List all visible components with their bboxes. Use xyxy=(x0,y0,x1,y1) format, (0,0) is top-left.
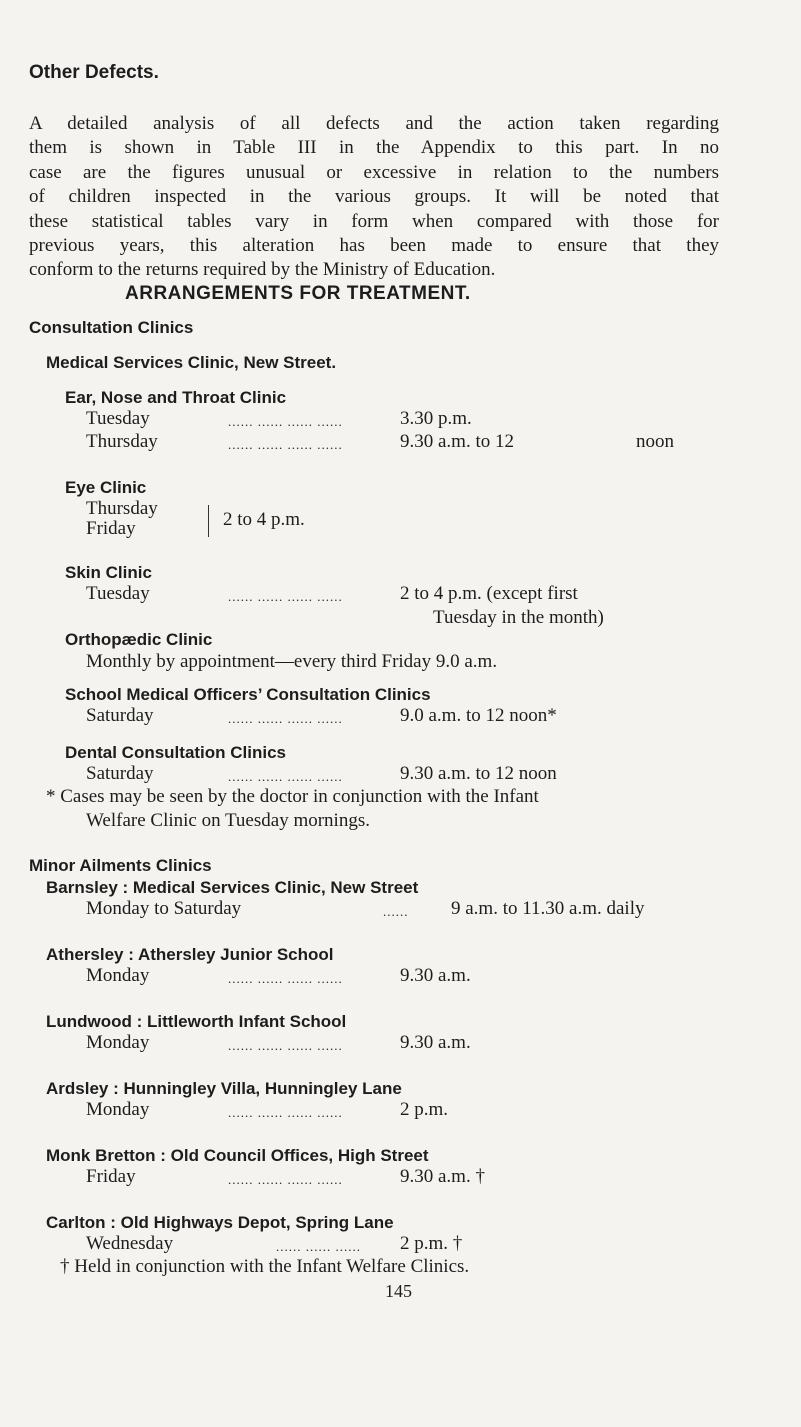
eye-clinic-heading: Eye Clinic xyxy=(65,478,147,497)
leader-dots: ...... ...... ...... ...... xyxy=(228,1172,343,1187)
leader-dots: ...... ...... ...... ...... xyxy=(228,711,343,726)
skin-time: 2 to 4 p.m. (except first xyxy=(400,583,578,604)
skin-day: Tuesday xyxy=(86,583,150,604)
ent-day: Tuesday xyxy=(86,408,150,429)
minor-clinic-place: Athersley : Athersley Junior School xyxy=(46,945,334,964)
leader-dots: ...... ...... ...... ...... xyxy=(228,1105,343,1120)
ent-clinic-heading: Ear, Nose and Throat Clinic xyxy=(65,388,287,407)
minor-clinic-time: 9.30 a.m. xyxy=(400,965,471,986)
paragraph-line: case are the figures unusual or excessive in relation to the numbers xyxy=(29,161,719,183)
ent-day: Thursday xyxy=(86,431,158,452)
eye-time: 2 to 4 p.m. xyxy=(223,509,305,530)
ent-time-extra: noon xyxy=(636,431,674,452)
minor-clinic-place: Barnsley : Medical Services Clinic, New Street xyxy=(46,878,419,897)
minor-clinic-day: Monday to Saturday xyxy=(86,898,242,919)
school-medical-heading: School Medical Officers’ Consultation Clinics xyxy=(65,685,431,704)
school-medical-time: 9.0 a.m. to 12 noon* xyxy=(400,705,557,726)
other-defects-heading: Other Defects. xyxy=(29,62,159,83)
skin-clinic-heading: Skin Clinic xyxy=(65,563,152,582)
minor-ailments-heading: Minor Ailments Clinics xyxy=(29,856,212,875)
dental-heading: Dental Consultation Clinics xyxy=(65,743,287,762)
star-footnote-cont: Welfare Clinic on Tuesday mornings. xyxy=(86,810,370,831)
minor-clinic-day: Monday xyxy=(86,1032,150,1053)
minor-clinic-place: Monk Bretton : Old Council Offices, High Street xyxy=(46,1146,429,1165)
leader-dots: ...... ...... ...... xyxy=(276,1239,361,1254)
paragraph-line: previous years, this alteration has been made to ensure that they xyxy=(29,235,719,257)
ent-time: 9.30 a.m. to 12 xyxy=(400,431,514,452)
minor-clinic-day: Wednesday xyxy=(86,1233,174,1254)
school-medical-day: Saturday xyxy=(86,705,154,726)
eye-day: Thursday xyxy=(86,498,158,519)
leader-dots: ...... xyxy=(383,904,409,919)
consultation-clinics-heading: Consultation Clinics xyxy=(29,318,194,337)
ortho-clinic-heading: Orthopædic Clinic xyxy=(65,630,213,649)
page-number: 145 xyxy=(385,1281,412,1301)
paragraph-line: conform to the returns required by the Ministry of Education. xyxy=(29,259,496,281)
arrangements-heading: ARRANGEMENTS FOR TREATMENT. xyxy=(125,283,471,304)
ortho-text: Monthly by appointment—every third Friday 9.0 a.m. xyxy=(86,651,498,672)
ent-time: 3.30 p.m. xyxy=(400,408,472,429)
paragraph-line: of children inspected in the various groups. It will be noted that xyxy=(29,186,719,208)
eye-day: Friday xyxy=(86,518,136,539)
dagger-footnote: † Held in conjunction with the Infant Welfare Clinics. xyxy=(60,1256,470,1277)
leader-dots: ...... ...... ...... ...... xyxy=(228,437,343,452)
dental-time: 9.30 a.m. to 12 noon xyxy=(400,763,557,784)
minor-clinic-time: 9 a.m. to 11.30 a.m. daily xyxy=(451,898,645,919)
paragraph-line: them is shown in Table III in the Appendix to this part. In no xyxy=(29,137,719,159)
minor-clinic-day: Friday xyxy=(86,1166,136,1187)
minor-clinic-place: Ardsley : Hunningley Villa, Hunningley Lane xyxy=(46,1079,402,1098)
skin-time: Tuesday in the month) xyxy=(433,607,604,628)
minor-clinic-day: Monday xyxy=(86,965,150,986)
minor-clinic-place: Carlton : Old Highways Depot, Spring Lane xyxy=(46,1213,394,1232)
leader-dots: ...... ...... ...... ...... xyxy=(228,971,343,986)
brace-bracket xyxy=(204,505,209,537)
paragraph-line: A detailed analysis of all defects and the action taken regarding xyxy=(29,113,719,134)
paragraph-line: these statistical tables vary in form when compared with those for xyxy=(29,210,719,232)
other-defects-paragraph xyxy=(29,112,719,283)
leader-dots: ...... ...... ...... ...... xyxy=(228,1038,343,1053)
minor-clinic-time: 2 p.m. xyxy=(400,1099,449,1120)
leader-dots: ...... ...... ...... ...... xyxy=(228,414,343,429)
minor-clinic-time: 9.30 a.m. xyxy=(400,1032,471,1053)
medical-services-heading: Medical Services Clinic, New Street. xyxy=(46,353,337,372)
leader-dots: ...... ...... ...... ...... xyxy=(228,769,343,784)
minor-clinic-day: Monday xyxy=(86,1099,150,1120)
minor-clinic-time: 9.30 a.m. † xyxy=(400,1166,485,1187)
minor-clinic-place: Lundwood : Littleworth Infant School xyxy=(46,1012,347,1031)
leader-dots: ...... ...... ...... ...... xyxy=(228,589,343,604)
star-footnote: * Cases may be seen by the doctor in conjunction with the Infant xyxy=(46,786,539,807)
dental-day: Saturday xyxy=(86,763,154,784)
minor-clinic-time: 2 p.m. † xyxy=(400,1233,463,1254)
